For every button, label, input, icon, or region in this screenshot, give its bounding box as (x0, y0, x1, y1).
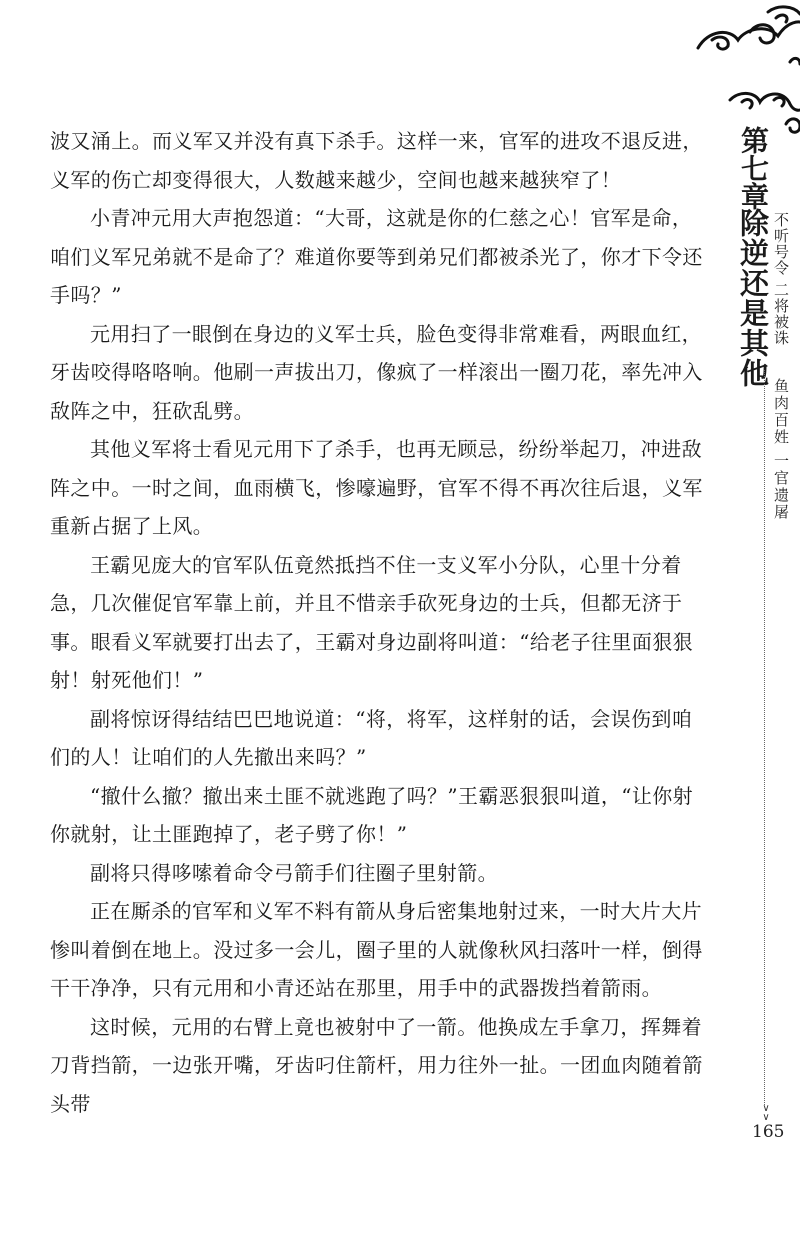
paragraph: 其他义军将士看见元用下了杀手，也再无顾忌，纷纷举起刀，冲进敌阵之中。一时之间，血雨横飞，惨嚎遍野，官军不得不再次往后退，义军重新占据了上风。 (50, 437, 703, 538)
chapter-title: 除逆还是其他 (736, 208, 770, 388)
paragraph: 副将只得哆嗦着命令弓箭手们往圈子里射箭。 (90, 860, 498, 885)
paragraph: “撤什么撤？撤出来土匪不就逃跑了吗？”王霸恶狠狠叫道，“让你射你就射，让土匪跑掉了，老子劈了你！” (50, 783, 694, 846)
paragraph: 这时候，元用的右臂上竟也被射中了一箭。他换成左手拿刀，挥舞着刀背挡箭，一边张开嘴，牙齿叼住箭杆，用力往外一扯。一团血肉随着箭头带 (50, 1014, 703, 1116)
page-number: 165 (752, 1122, 785, 1142)
chevron-down-icon: ∨ ∨ (762, 1103, 770, 1123)
paragraph: 波又涌上。而义军又并没有真下杀手。这样一来，官军的进攻不退反进，义军的伤亡却变得很大，人数越来越少，空间也越来越狭窄了！ (50, 129, 703, 192)
chapter-subtitle-2: 鱼肉百姓 一官遗屠 (772, 378, 790, 521)
chapter-number: 第七章 (737, 126, 770, 210)
paragraph: 王霸见庞大的官军队伍竟然抵挡不住一支义军小分队，心里十分着急，几次催促官军靠上前，并且不惜亲手砍死身边的士兵，但都无济于事。眼看义军就要打出去了，王霸对身边副将叫道：“给老子往里面狠狠射！射死他们！” (50, 552, 694, 692)
paragraph: 元用扫了一眼倒在身边的义军士兵，脸色变得非常难看，两眼血红，牙齿咬得咯咯响。他刷一声拔出刀，像疯了一样滚出一圈刀花，率先冲入敌阵之中，狂砍乱劈。 (50, 321, 703, 423)
body-text (50, 122, 710, 1123)
margin-divider (764, 370, 765, 1105)
paragraph: 副将惊讶得结结巴巴地说道：“将，将军，这样射的话，会误伤到咱们的人！让咱们的人先撤出来吗？” (50, 706, 693, 769)
paragraph: 小青冲元用大声抱怨道：“大哥，这就是你的仁慈之心！官军是命，咱们义军兄弟就不是命了？难道你要等到弟兄们都被杀光了，你才下令还手吗？” (50, 206, 703, 307)
paragraph: 正在厮杀的官军和义军不料有箭从身后密集地射过来，一时大片大片惨叫着倒在地上。没过多一会儿，圈子里的人就像秋风扫落叶一样，倒得干干净净，只有元用和小青还站在那里，用手中的武器拨挡着箭雨。 (50, 899, 703, 1000)
chapter-subtitle-1: 不听号令 二将被诛 (772, 212, 790, 346)
